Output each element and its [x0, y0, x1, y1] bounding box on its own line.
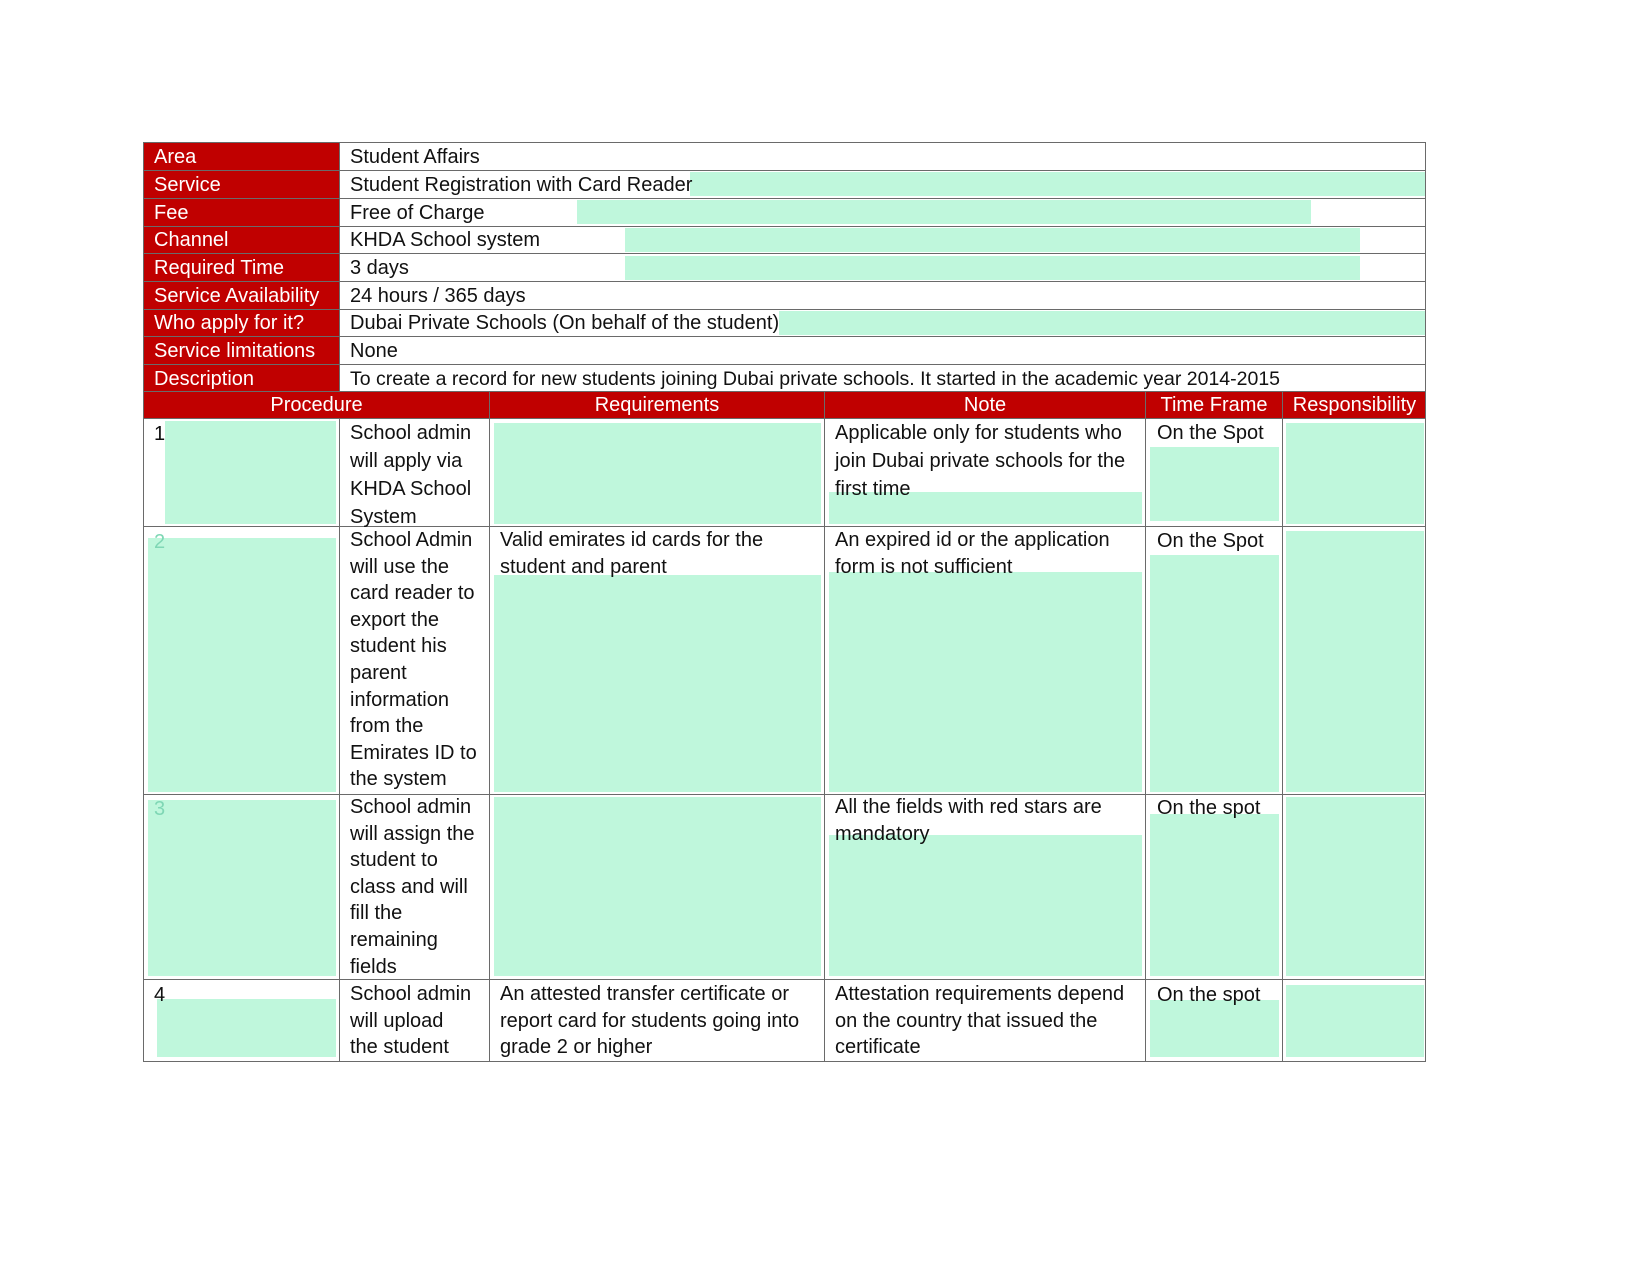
step2-requirements: Valid emirates id cards for the student and parent	[500, 529, 764, 578]
highlight-step2-time	[1150, 555, 1279, 792]
step4-number: 4	[154, 984, 166, 1006]
highlight-step1-req	[494, 423, 821, 524]
step3-note: All the fields with red stars are mandatory	[835, 796, 1102, 845]
step1-note: Applicable only for students who join Dubai private schools for the first time	[835, 422, 1126, 500]
label-channel: Channel	[154, 229, 229, 251]
highlight-step2-req	[494, 575, 821, 792]
step4-note: Attestation requirements depend on the country that issued the certificate	[835, 983, 1125, 1059]
highlight-step3-num	[148, 800, 336, 976]
value-service-limitations: None	[350, 340, 398, 362]
highlight-step3-resp	[1286, 797, 1424, 976]
step1-time-frame: On the Spot	[1157, 422, 1264, 444]
highlight-step2-num	[148, 538, 336, 792]
label-service: Service	[154, 174, 221, 196]
highlight-step1-num	[165, 421, 336, 524]
highlight-step2-resp	[1286, 531, 1424, 792]
label-service-availability: Service Availability	[154, 285, 320, 307]
step3-number: 3	[154, 798, 166, 820]
highlight-fee	[577, 200, 1311, 224]
value-service: Student Registration with Card Reader	[350, 174, 693, 196]
value-area: Student Affairs	[350, 146, 480, 168]
highlight-step1-time	[1150, 447, 1279, 521]
highlight-who-apply	[779, 311, 1425, 335]
highlight-channel	[625, 228, 1360, 252]
step3-procedure: School admin will assign the student to class and will fill the remaining fields	[350, 796, 475, 978]
label-who-apply: Who apply for it?	[154, 312, 305, 334]
value-channel: KHDA School system	[350, 229, 541, 251]
col-header-note: Note	[963, 394, 1007, 416]
step1-number: 1	[154, 423, 166, 445]
highlight-step4-resp	[1286, 985, 1424, 1057]
label-description: Description	[154, 368, 255, 390]
highlight-step3-note	[829, 835, 1142, 976]
step4-requirements: An attested transfer certificate or report card for students going into grade 2 or higher	[500, 983, 800, 1059]
highlight-required-time	[625, 256, 1360, 280]
col-header-time-frame: Time Frame	[1160, 394, 1268, 416]
col-header-procedure: Procedure	[270, 394, 363, 416]
highlight-step3-time	[1150, 814, 1279, 976]
value-description: To create a record for new students joining Dubai private schools. It started in the academic year 2014-2015	[350, 368, 1281, 390]
highlight-step4-num	[157, 999, 336, 1057]
label-area: Area	[154, 146, 197, 168]
highlight-step2-note	[829, 572, 1142, 792]
step2-note: An expired id or the application form is not sufficient	[835, 529, 1110, 578]
col-header-requirements: Requirements	[594, 394, 720, 416]
highlight-step3-req	[494, 797, 821, 976]
value-who-apply: Dubai Private Schools (On behalf of the student)	[350, 312, 780, 334]
step1-procedure: School admin will apply via KHDA School System	[350, 422, 472, 528]
step4-time-frame: On the spot	[1157, 984, 1261, 1006]
step2-procedure: School Admin will use the card reader to export the student his parent information from the Emirates ID to the system	[350, 529, 477, 791]
step2-number: 2	[154, 531, 166, 553]
value-fee: Free of Charge	[350, 202, 485, 224]
step4-procedure: School admin will upload the student	[350, 983, 472, 1059]
value-required-time: 3 days	[350, 257, 409, 279]
highlight-service	[690, 172, 1425, 196]
label-fee: Fee	[154, 202, 189, 224]
col-header-responsibility: Responsibility	[1292, 394, 1417, 416]
value-service-availability: 24 hours / 365 days	[350, 285, 526, 307]
label-service-limitations: Service limitations	[154, 340, 316, 362]
step2-time-frame: On the Spot	[1157, 530, 1264, 552]
label-required-time: Required Time	[154, 257, 285, 279]
step3-time-frame: On the spot	[1157, 797, 1261, 819]
highlight-step1-resp	[1286, 423, 1424, 524]
